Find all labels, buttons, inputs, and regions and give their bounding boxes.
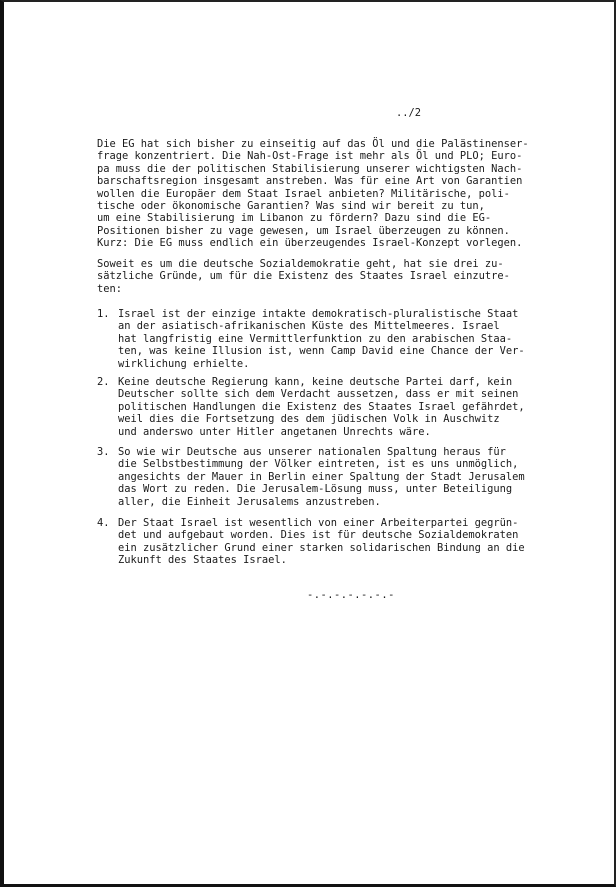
- page-number: ../2: [396, 107, 422, 119]
- text-line: die Selbstbestimmung der Völker eintreten, ist es uns unmöglich,: [118, 458, 519, 471]
- text-line: um eine Stabilisierung im Libanon zu fördern? Dazu sind die EG-: [97, 212, 492, 225]
- text-line: Deutscher sollte sich dem Verdacht aussetzen, dass er mit seinen: [118, 388, 519, 401]
- text-line: wirklichung erhielte.: [118, 357, 250, 370]
- text-line: ein zusätzlicher Grund einer starken solidarischen Bindung an die: [118, 541, 525, 554]
- list-number: 1.: [97, 308, 110, 320]
- text-line: hat langfristig eine Vermittlerfunktion zu den arabischen Staa-: [118, 332, 513, 345]
- text-line: Soweit es um die deutsche Sozialdemokratie geht, hat sie drei zu-: [97, 258, 504, 270]
- list-number: 4.: [97, 517, 110, 529]
- text-line: Kurz: Die EG muss endlich ein überzeugendes Israel-Konzept vorlegen.: [97, 237, 523, 250]
- text-line: wollen die Europäer dem Staat Israel anbieten? Militärische, poli-: [97, 187, 510, 200]
- text-line: sätzliche Gründe, um für die Existenz des Staates Israel einzutre-: [97, 270, 510, 283]
- text-line: So wie wir Deutsche aus unserer nationalen Spaltung heraus für: [118, 446, 506, 458]
- text-line: Zukunft des Staates Israel.: [118, 554, 287, 567]
- text-line: weil dies die Fortsetzung des dem jüdischen Volk in Auschwitz: [118, 413, 500, 426]
- text-line: tische oder ökonomische Garantien? Was sind wir bereit zu tun,: [97, 200, 485, 213]
- text-line: und anderswo unter Hitler angetanen Unrechts wäre.: [118, 425, 431, 438]
- text-line: Keine deutsche Regierung kann, keine deutsche Partei darf, kein: [118, 376, 513, 388]
- text-line: politischen Handlungen die Existenz des Staates Israel gefährdet,: [118, 400, 525, 413]
- text-line: angesichts der Mauer in Berlin einer Spaltung der Stadt Jerusalem: [118, 470, 525, 483]
- text-line: det und aufgebaut worden. Dies ist für deutsche Sozialdemokraten: [118, 529, 519, 542]
- text-line: barschaftsregion insgesamt anstreben. Was für eine Art von Garantien: [97, 175, 523, 188]
- paragraph-1: [97, 138, 587, 250]
- end-mark: -.-.-.-.-.-.-: [307, 589, 395, 601]
- list-number: 2.: [97, 376, 110, 388]
- text-line: frage konzentriert. Die Nah-Ost-Frage ist mehr als Öl und PLO; Euro-: [97, 150, 523, 163]
- paragraph-2: [97, 258, 587, 295]
- text-line: ten, was keine Illusion ist, wenn Camp David eine Chance der Ver-: [118, 345, 525, 358]
- text-line: das Wort zu reden. Die Jerusalem-Lösung muss, unter Beteiligung: [118, 483, 513, 496]
- text-line: an der asiatisch-afrikanischen Küste des Mittelmeeres. Israel: [118, 320, 500, 333]
- text-line: ten:: [97, 282, 123, 295]
- text-line: Der Staat Israel ist wesentlich von einer Arbeiterpartei gegrün-: [118, 517, 519, 529]
- list-number: 3.: [97, 446, 110, 458]
- text-line: aller, die Einheit Jerusalems anzustreben.: [118, 495, 381, 508]
- text-line: pa muss die der politischen Stabilisierung unserer wichtigsten Nach-: [97, 162, 523, 175]
- text-line: Israel ist der einzige intakte demokratisch-pluralistische Staat: [118, 308, 519, 320]
- text-line: Positionen bisher zu vage gewesen, um Israel überzeugen zu können.: [97, 224, 510, 237]
- text-line: Die EG hat sich bisher zu einseitig auf das Öl und die Palästinenser-: [97, 138, 529, 150]
